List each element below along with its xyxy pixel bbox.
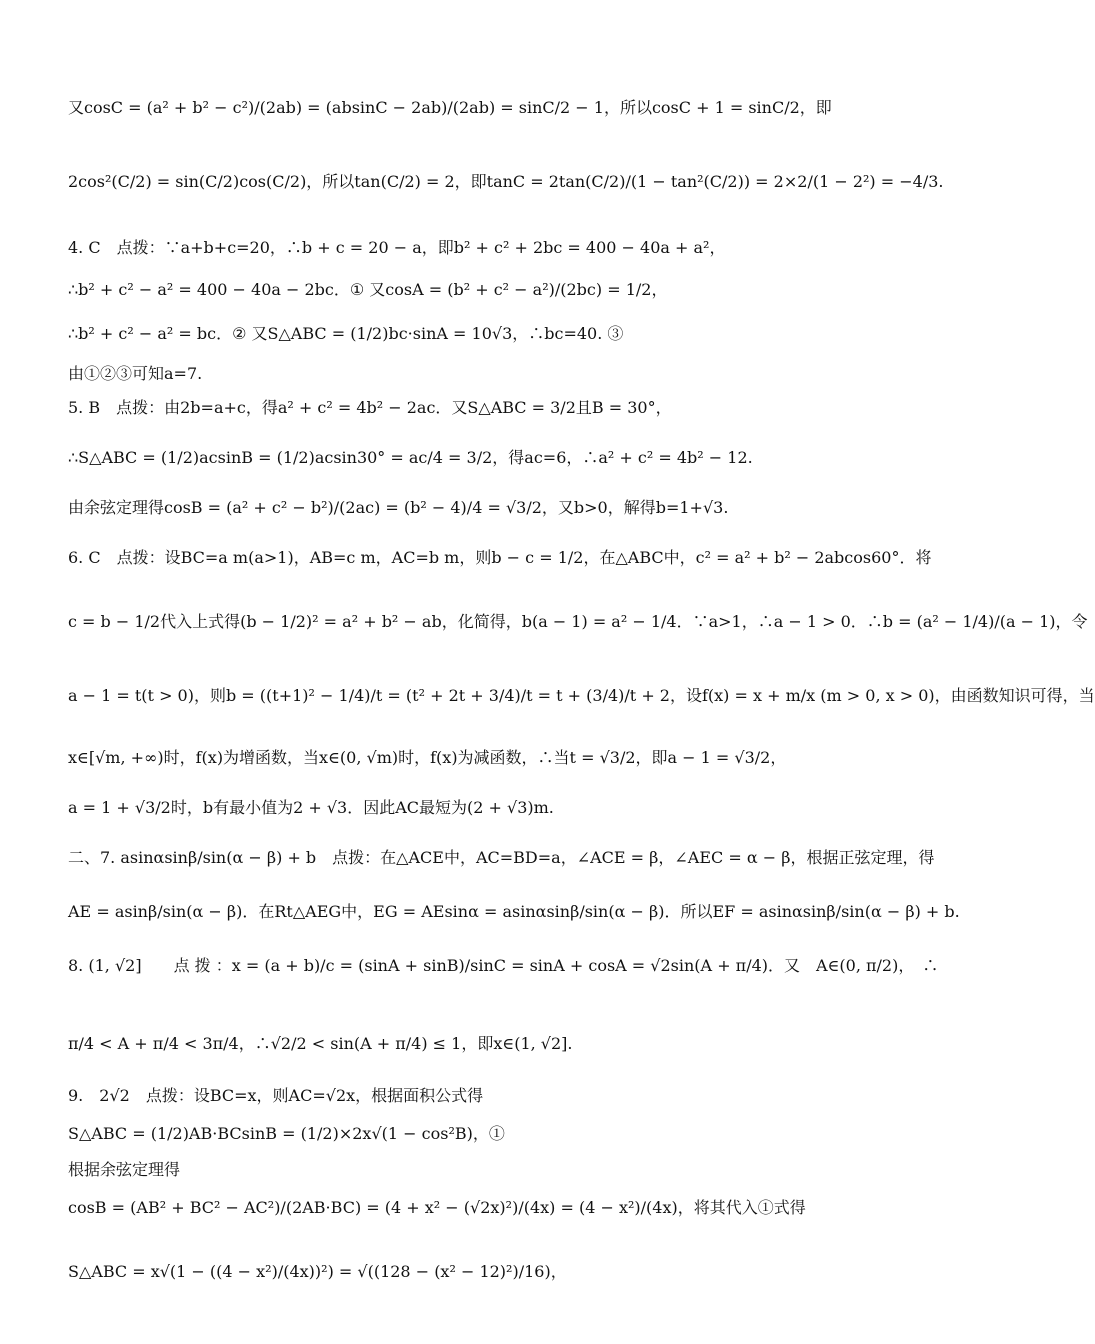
line-q7-start: 二、7. asinαsinβ/sin(α − β) + b 点拨：在△ACE中，AC=BD=a，∠ACE = β，∠AEC = α − β，根据正弦定理，得	[68, 848, 935, 867]
line-q4-area: ∴b² + c² − a² = bc．② 又S△ABC = (1/2)bc·sinA = 10√3，∴bc=40. ③	[68, 324, 624, 343]
line-q9-cosine-label: 根据余弦定理得	[68, 1160, 181, 1179]
line-q6-monotonic: x∈[√m, +∞)时，f(x)为增函数，当x∈(0, √m)时，f(x)为减函数，∴当t = √3/2，即a − 1 = √3/2，	[68, 748, 787, 767]
line-tanC-result: 2cos²(C/2) = sin(C/2)cos(C/2)，所以tan(C/2) = 2，即tanC = 2tan(C/2)/(1 − tan²(C/2)) = 2×2/(1 − 2²) = −4/3.	[68, 172, 944, 191]
line-q9-start: 9. 2√2 点拨：设BC=x，则AC=√2x，根据面积公式得	[68, 1086, 484, 1105]
line-q4-cosA: ∴b² + c² − a² = 400 − 40a − 2bc．① 又cosA = (b² + c² − a²)/(2bc) = 1/2，	[68, 280, 668, 299]
line-q5-area: ∴S△ABC = (1/2)acsinB = (1/2)acsin30° = ac/4 = 3/2，得ac=6，∴a² + c² = 4b² − 12.	[68, 448, 753, 467]
line-cosC-derivation: 又cosC = (a² + b² − c²)/(2ab) = (absinC − 2ab)/(2ab) = sinC/2 − 1，所以cosC + 1 = sinC/2，即	[68, 98, 832, 117]
line-q4-start: 4. C 点拨：∵a+b+c=20，∴b + c = 20 − a，即b² + c² + 2bc = 400 − 40a + a²，	[68, 238, 726, 257]
line-q9-area-final: S△ABC = x√(1 − ((4 − x²)/(4x))²) = √((128 − (x² − 12)²)/16)，	[68, 1262, 567, 1281]
line-q4-result: 由①②③可知a=7.	[68, 364, 203, 383]
line-q8-start: 8. (1, √2] 点 拨 ：x = (a + b)/c = (sinA + sinB)/sinC = sinA + cosA = √2sin(A + π/4)．又 A∈(0, π/2)， ∴	[68, 956, 939, 975]
line-q5-start: 5. B 点拨：由2b=a+c，得a² + c² = 4b² − 2ac．又S△ABC = 3/2且B = 30°，	[68, 398, 672, 417]
line-q7-result: AE = asinβ/sin(α − β)．在Rt△AEG中，EG = AEsinα = asinαsinβ/sin(α − β)．所以EF = asinαsinβ/sin(α − β) + b.	[68, 902, 960, 921]
line-q9-cosB: cosB = (AB² + BC² − AC²)/(2AB·BC) = (4 + x² − (√2x)²)/(4x) = (4 − x²)/(4x)，将其代入①式得	[68, 1198, 806, 1217]
line-q6-function: a − 1 = t(t > 0)，则b = ((t+1)² − 1/4)/t = (t² + 2t + 3/4)/t = t + (3/4)/t + 2，设f(x) = x + m/x (m > 0, x > 0)，由函数知识可得，当	[68, 686, 1095, 705]
line-q6-start: 6. C 点拨：设BC=a m(a>1)，AB=c m，AC=b m，则b − c = 1/2，在△ABC中，c² = a² + b² − 2abcos60°．将	[68, 548, 932, 567]
line-q6-result: a = 1 + √3/2时，b有最小值为2 + √3．因此AC最短为(2 + √3)m.	[68, 798, 554, 817]
line-q8-result: π/4 < A + π/4 < 3π/4，∴√2/2 < sin(A + π/4) ≤ 1，即x∈(1, √2].	[68, 1034, 573, 1053]
line-q5-result: 由余弦定理得cosB = (a² + c² − b²)/(2ac) = (b² − 4)/4 = √3/2，又b>0，解得b=1+√3.	[68, 498, 729, 517]
line-q9-area: S△ABC = (1/2)AB·BCsinB = (1/2)×2x√(1 − cos²B)，①	[68, 1124, 505, 1143]
line-q6-substitute: c = b − 1/2代入上式得(b − 1/2)² = a² + b² − ab，化简得，b(a − 1) = a² − 1/4．∵a>1，∴a − 1 > 0．∴b = (a² − 1/4)/(a − 1)，令	[68, 612, 1088, 631]
